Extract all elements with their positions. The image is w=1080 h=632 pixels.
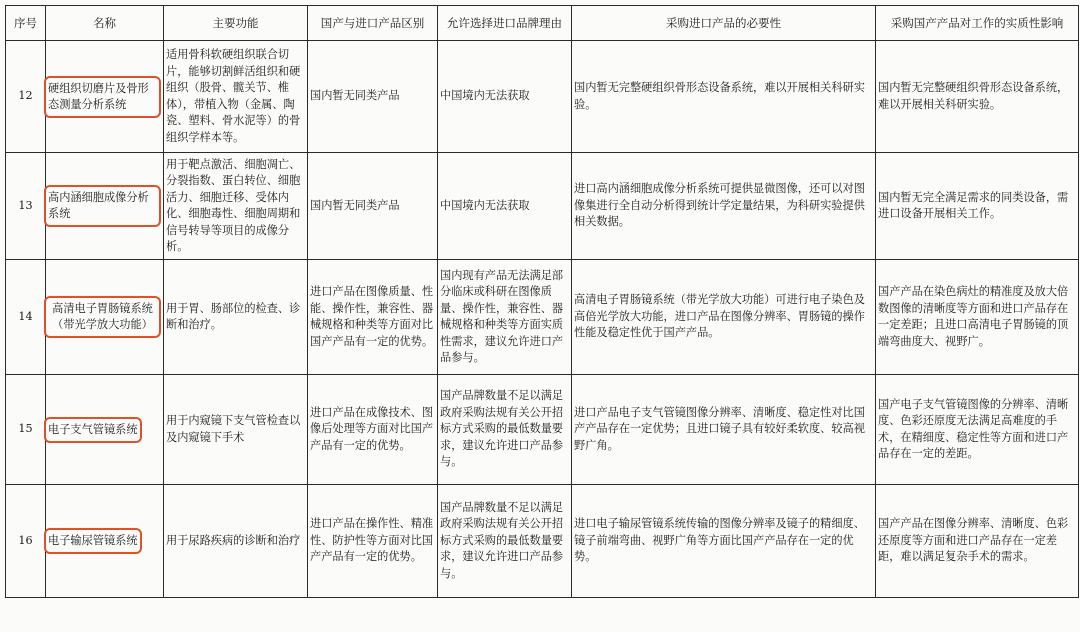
row-function: 用于胃、肠部位的检查、诊断和治疗。 [164,260,308,375]
row-name-cell [46,41,164,153]
header-row [6,6,1079,41]
row-necessity: 进口产品电子支气管镜图像分辨率、清晰度、稳定性对比国产产品存在一定优势；且进口镜子具有较好柔软度、较高视野广角。 [572,375,876,485]
row-no: 12 [6,41,46,153]
row-necessity: 高清电子胃肠镜系统（带光学放大功能）可进行电子染色及高倍光学放大功能，进口产品在图像分辨率、胃肠镜的操作性能及稳定性优于国产产品。 [572,260,876,375]
table-row [6,41,1079,153]
row-necessity: 进口电子输尿管镜系统传输的图像分辨率及镜子的精细度、镜子前端弯曲、视野广角等方面比国产产品存在一定的优势。 [572,485,876,598]
row-reason: 国产品牌数量不足以满足政府采购法规有关公开招标方式采购的最低数量要求，建议允许进口产品参与。 [438,375,572,485]
header-reason: 允许选择进口品牌理由 [438,6,572,41]
row-function: 用于内窥镜下支气管检查以及内窥镜下手术 [164,375,308,485]
row-impact: 国内暂无完整硬组织骨形态设备系统，难以开展相关科研实验。 [876,41,1079,153]
row-function: 适用骨科软硬组织联合切片，能够切割鲜活组织和硬组织（股骨、髋关节、椎体），带植入物（金属、陶瓷、塑料、骨水泥等）的骨组织学样本等。 [164,41,308,153]
table-row [6,375,1079,485]
row-name-cell [46,153,164,260]
row-no: 13 [6,153,46,260]
table-row [6,485,1079,598]
header-no: 序号 [6,6,46,41]
row-impact: 国产电子支气管镜图像的分辨率、清晰度、色彩还原度无法满足高难度的手术，在精细度、稳定性等方面和进口产品存在一定的差距。 [876,375,1079,485]
row-impact: 国产产品在染色病灶的精准度及放大倍数图像的清晰度等方面和进口产品存在一定差距；且进口高清电子胃肠镜的顶端弯曲度大、视野广。 [876,260,1079,375]
row-difference: 进口产品在图像质量、性能、操作性，兼容性、器械规格和种类等方面对比国产产品有一定的优势。 [308,260,438,375]
row-reason: 国内现有产品无法满足部分临床或科研在图像质量、操作性，兼容性、器械规格和种类等方面实质性需求，建议允许进口产品参与。 [438,260,572,375]
row-reason: 中国境内无法获取 [438,153,572,260]
header-necessity: 采购进口产品的必要性 [572,6,876,41]
highlighted-product-name: 电子支气管镜系统 [44,417,142,443]
highlighted-product-name: 高清电子胃肠镜系统（带光学放大功能） [44,296,161,338]
import-products-table [5,5,1079,598]
row-difference: 国内暂无同类产品 [308,41,438,153]
table-row [6,260,1079,375]
row-function: 用于靶点激活、细胞凋亡、分裂指数、蛋白转位、细胞活力、细胞迁移、受体内化、细胞毒性、细胞周期和信号转导等项目的成像分析。 [164,153,308,260]
highlighted-product-name: 高内涵细胞成像分析系统 [44,185,161,227]
row-no: 16 [6,485,46,598]
row-name-cell [46,485,164,598]
highlighted-product-name: 电子输尿管镜系统 [44,528,142,554]
row-difference: 国内暂无同类产品 [308,153,438,260]
header-name: 名称 [46,6,164,41]
row-no: 15 [6,375,46,485]
table-row [6,153,1079,260]
row-name-cell [46,260,164,375]
header-function: 主要功能 [164,6,308,41]
highlighted-product-name: 硬组织切磨片及骨形态测量分析系统 [44,76,161,118]
row-name-cell [46,375,164,485]
row-difference: 进口产品在操作性、精准性、防护性等方面对比国产产品有一定的优势。 [308,485,438,598]
row-no: 14 [6,260,46,375]
row-impact: 国内暂无完全满足需求的同类设备，需进口设备开展相关工作。 [876,153,1079,260]
row-necessity: 进口高内涵细胞成像分析系统可提供显微图像，还可以对图像集进行全自动分析得到统计学定量结果，为科研实验提供相关数据。 [572,153,876,260]
row-necessity: 国内暂无完整硬组织骨形态设备系统，难以开展相关科研实验。 [572,41,876,153]
row-impact: 国产产品在图像分辨率、清晰度、色彩还原度等方面和进口产品存在一定差距，难以满足复杂手术的需求。 [876,485,1079,598]
row-difference: 进口产品在成像技术、图像后处理等方面对比国产产品有一定的优势。 [308,375,438,485]
row-function: 用于尿路疾病的诊断和治疗 [164,485,308,598]
header-difference: 国产与进口产品区别 [308,6,438,41]
header-impact: 采购国产产品对工作的实质性影响 [876,6,1079,41]
row-reason: 中国境内无法获取 [438,41,572,153]
row-reason: 国产品牌数量不足以满足政府采购法规有关公开招标方式采购的最低数量要求，建议允许进口产品参与。 [438,485,572,598]
